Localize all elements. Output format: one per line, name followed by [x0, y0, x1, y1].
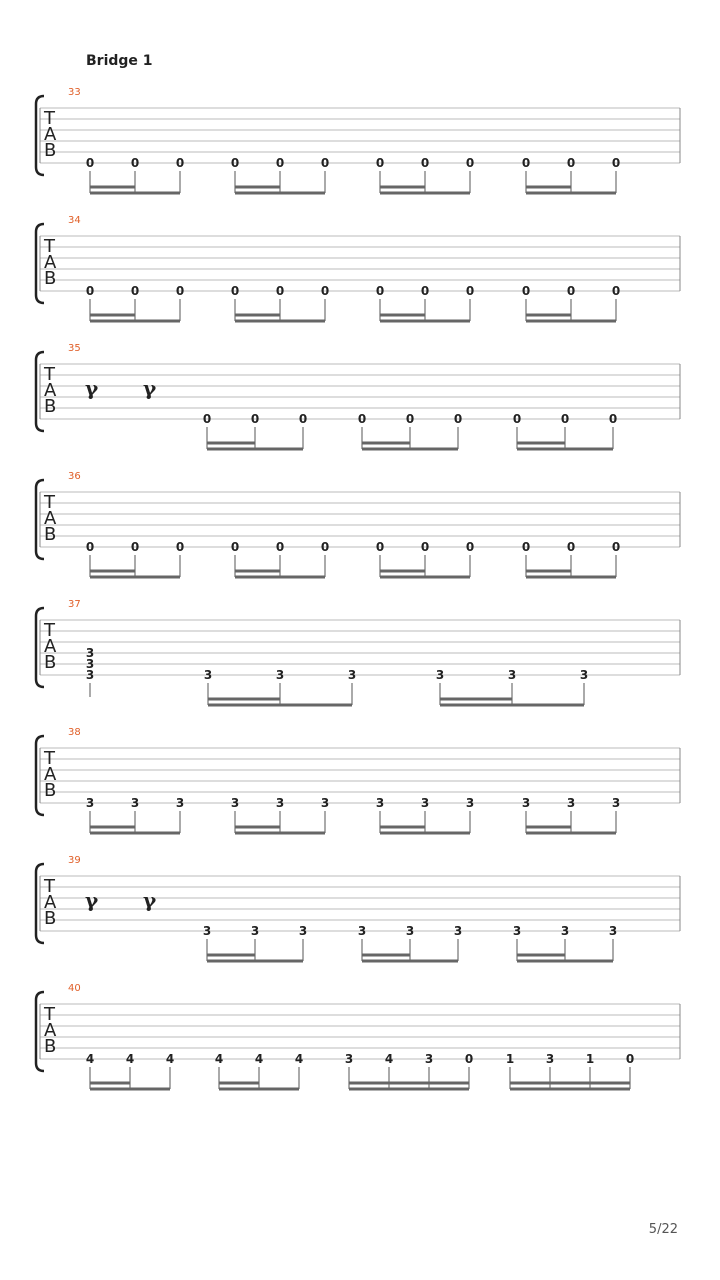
fret-note: 4	[125, 1052, 135, 1066]
fret-note: 4	[254, 1052, 264, 1066]
staff-system	[36, 87, 680, 193]
fret-note: 0	[405, 412, 415, 426]
fret-note: 0	[202, 412, 212, 426]
eighth-rest: γ	[143, 888, 157, 912]
fret-note: 4	[384, 1052, 394, 1066]
fret-note: 3	[175, 796, 185, 810]
fret-note: 0	[512, 412, 522, 426]
chord-note: 3	[85, 657, 95, 671]
fret-note: 0	[375, 284, 385, 298]
fret-note: 0	[453, 412, 463, 426]
fret-note: 0	[566, 156, 576, 170]
fret-note: 0	[375, 540, 385, 554]
tab-clef-letter: T	[44, 364, 55, 385]
fret-note: 3	[507, 668, 517, 682]
fret-note: 1	[585, 1052, 595, 1066]
fret-note: 0	[611, 540, 621, 554]
fret-note: 3	[465, 796, 475, 810]
fret-note: 0	[420, 540, 430, 554]
fret-note: 3	[560, 924, 570, 938]
fret-note: 0	[175, 540, 185, 554]
tab-clef-letter: A	[44, 892, 57, 913]
fret-note: 3	[298, 924, 308, 938]
chord-note: 3	[85, 668, 95, 682]
tab-clef-letter: T	[44, 492, 55, 513]
tab-clef-letter: T	[44, 876, 55, 897]
fret-note: 0	[560, 412, 570, 426]
tab-clef-letter: A	[44, 380, 57, 401]
fret-note: 0	[521, 540, 531, 554]
fret-note: 0	[625, 1052, 635, 1066]
fret-note: 0	[611, 156, 621, 170]
fret-note: 0	[420, 156, 430, 170]
fret-note: 3	[566, 796, 576, 810]
fret-note: 0	[608, 412, 618, 426]
section-title: Bridge 1	[86, 53, 153, 69]
fret-note: 0	[275, 284, 285, 298]
measure-number: 36	[68, 471, 81, 482]
tab-clef-letter: A	[44, 1020, 57, 1041]
staff-system	[36, 727, 680, 833]
fret-note: 4	[294, 1052, 304, 1066]
fret-note: 3	[424, 1052, 434, 1066]
fret-note: 3	[230, 796, 240, 810]
fret-note: 0	[130, 284, 140, 298]
fret-note: 0	[566, 540, 576, 554]
fret-note: 3	[512, 924, 522, 938]
measure-number: 39	[68, 855, 81, 866]
tab-clef-letter: T	[44, 748, 55, 769]
staff-system	[36, 471, 680, 577]
fret-note: 0	[175, 284, 185, 298]
staff-system	[36, 599, 680, 705]
chord-note: 3	[85, 646, 95, 660]
fret-note: 0	[230, 156, 240, 170]
fret-note: 0	[464, 1052, 474, 1066]
tab-clef-letter: A	[44, 124, 57, 145]
fret-note: 3	[579, 668, 589, 682]
fret-note: 3	[453, 924, 463, 938]
fret-note: 0	[320, 284, 330, 298]
fret-note: 1	[505, 1052, 515, 1066]
fret-note: 3	[521, 796, 531, 810]
fret-note: 4	[85, 1052, 95, 1066]
fret-note: 3	[435, 668, 445, 682]
fret-note: 0	[320, 540, 330, 554]
tab-clef-letter: B	[44, 652, 57, 673]
fret-note: 0	[85, 156, 95, 170]
fret-note: 3	[130, 796, 140, 810]
tab-clef-letter: B	[44, 1036, 57, 1057]
fret-note: 0	[275, 156, 285, 170]
fret-note: 4	[165, 1052, 175, 1066]
tab-clef-letter: B	[44, 524, 57, 545]
fret-note: 0	[320, 156, 330, 170]
fret-note: 0	[230, 540, 240, 554]
fret-note: 0	[250, 412, 260, 426]
staff-system	[36, 855, 680, 961]
tab-clef-letter: B	[44, 780, 57, 801]
eighth-rest: γ	[143, 376, 157, 400]
fret-note: 0	[465, 284, 475, 298]
fret-note: 3	[344, 1052, 354, 1066]
staff-system	[36, 343, 680, 449]
measure-number: 37	[68, 599, 81, 610]
fret-note: 0	[521, 156, 531, 170]
fret-note: 0	[521, 284, 531, 298]
fret-note: 3	[275, 796, 285, 810]
tab-clef-letter: B	[44, 396, 57, 417]
fret-note: 3	[250, 924, 260, 938]
fret-note: 3	[608, 924, 618, 938]
tab-clef-letter: T	[44, 620, 55, 641]
tab-clef-letter: A	[44, 636, 57, 657]
measure-number: 34	[68, 215, 81, 226]
fret-note: 0	[465, 540, 475, 554]
fret-note: 3	[320, 796, 330, 810]
fret-note: 3	[611, 796, 621, 810]
tab-clef-letter: B	[44, 140, 57, 161]
measure-number: 40	[68, 983, 81, 994]
fret-note: 3	[545, 1052, 555, 1066]
fret-note: 0	[298, 412, 308, 426]
tab-clef-letter: B	[44, 908, 57, 929]
fret-note: 0	[566, 284, 576, 298]
fret-note: 0	[130, 540, 140, 554]
fret-note: 0	[85, 540, 95, 554]
tab-clef-letter: A	[44, 508, 57, 529]
tab-clef-letter: B	[44, 268, 57, 289]
fret-note: 0	[375, 156, 385, 170]
tab-clef-letter: T	[44, 236, 55, 257]
fret-note: 3	[202, 924, 212, 938]
eighth-rest: γ	[85, 888, 99, 912]
measure-number: 38	[68, 727, 81, 738]
fret-note: 3	[347, 668, 357, 682]
fret-note: 3	[405, 924, 415, 938]
fret-note: 3	[275, 668, 285, 682]
staff-system	[36, 983, 680, 1089]
fret-note: 0	[275, 540, 285, 554]
fret-note: 0	[85, 284, 95, 298]
tab-clef-letter: A	[44, 764, 57, 785]
tab-clef-letter: T	[44, 1004, 55, 1025]
fret-note: 3	[85, 796, 95, 810]
measure-number: 35	[68, 343, 81, 354]
fret-note: 0	[465, 156, 475, 170]
tab-clef-letter: T	[44, 108, 55, 129]
fret-note: 0	[230, 284, 240, 298]
page-number: 5/22	[648, 1222, 678, 1237]
tab-clef-letter: A	[44, 252, 57, 273]
fret-note: 0	[175, 156, 185, 170]
fret-note: 3	[203, 668, 213, 682]
fret-note: 0	[130, 156, 140, 170]
fret-note: 0	[611, 284, 621, 298]
staff-system	[36, 215, 680, 321]
fret-note: 3	[420, 796, 430, 810]
fret-note: 3	[375, 796, 385, 810]
fret-note: 0	[357, 412, 367, 426]
measure-number: 33	[68, 87, 81, 98]
fret-note: 3	[357, 924, 367, 938]
eighth-rest: γ	[85, 376, 99, 400]
fret-note: 4	[214, 1052, 224, 1066]
fret-note: 0	[420, 284, 430, 298]
